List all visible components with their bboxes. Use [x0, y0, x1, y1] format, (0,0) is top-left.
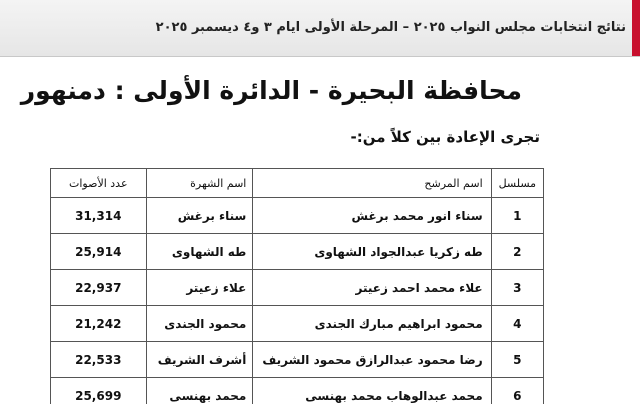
cell-fame-name: سناء برغش	[146, 198, 253, 234]
table-header-row	[51, 169, 544, 198]
cell-candidate-name: محمود ابراهيم مبارك الجندى	[253, 306, 491, 342]
header-fame-name: اسم الشهرة	[146, 169, 253, 198]
document-title: محافظة البحيرة - الدائرة الأولى : دمنهور	[20, 76, 522, 105]
cell-serial: 4	[491, 306, 543, 342]
cell-candidate-name: محمد عبدالوهاب محمد بهنسى	[253, 378, 491, 404]
header-votes: عدد الأصوات	[51, 169, 147, 198]
table-row	[51, 342, 544, 378]
cell-votes: 25,699	[51, 378, 147, 404]
cell-fame-name: علاء زعيتر	[146, 270, 253, 306]
banner-accent-bar	[632, 0, 640, 56]
table-row	[51, 234, 544, 270]
cell-serial: 1	[491, 198, 543, 234]
document-subtitle: تجرى الإعادة بين كلاً من:-	[350, 128, 540, 146]
table-row	[51, 378, 544, 404]
cell-serial: 2	[491, 234, 543, 270]
news-ticker-banner	[0, 0, 640, 57]
header-candidate-name: اسم المرشح	[253, 169, 491, 198]
table-row	[51, 270, 544, 306]
header-serial: مسلسل	[491, 169, 543, 198]
cell-votes: 21,242	[51, 306, 147, 342]
cell-votes: 22,533	[51, 342, 147, 378]
cell-serial: 5	[491, 342, 543, 378]
cell-votes: 31,314	[51, 198, 147, 234]
cell-candidate-name: رضا محمود عبدالرازق محمود الشريف	[253, 342, 491, 378]
cell-serial: 6	[491, 378, 543, 404]
cell-serial: 3	[491, 270, 543, 306]
cell-fame-name: محمد بهنسى	[146, 378, 253, 404]
results-table	[50, 168, 544, 404]
cell-fame-name: طه الشهاوى	[146, 234, 253, 270]
cell-votes: 22,937	[51, 270, 147, 306]
cell-fame-name: أشرف الشريف	[146, 342, 253, 378]
cell-votes: 25,914	[51, 234, 147, 270]
cell-candidate-name: علاء محمد احمد زعيتر	[253, 270, 491, 306]
table-row	[51, 306, 544, 342]
table-row	[51, 198, 544, 234]
cell-candidate-name: طه زكريا عبدالجواد الشهاوى	[253, 234, 491, 270]
banner-headline: نتائج انتخابات مجلس النواب ٢٠٢٥ – المرحلة الأولى ايام ٣ و٤ ديسمبر ٢٠٢٥	[155, 20, 626, 35]
cell-candidate-name: سناء انور محمد برغش	[253, 198, 491, 234]
cell-fame-name: محمود الجندى	[146, 306, 253, 342]
